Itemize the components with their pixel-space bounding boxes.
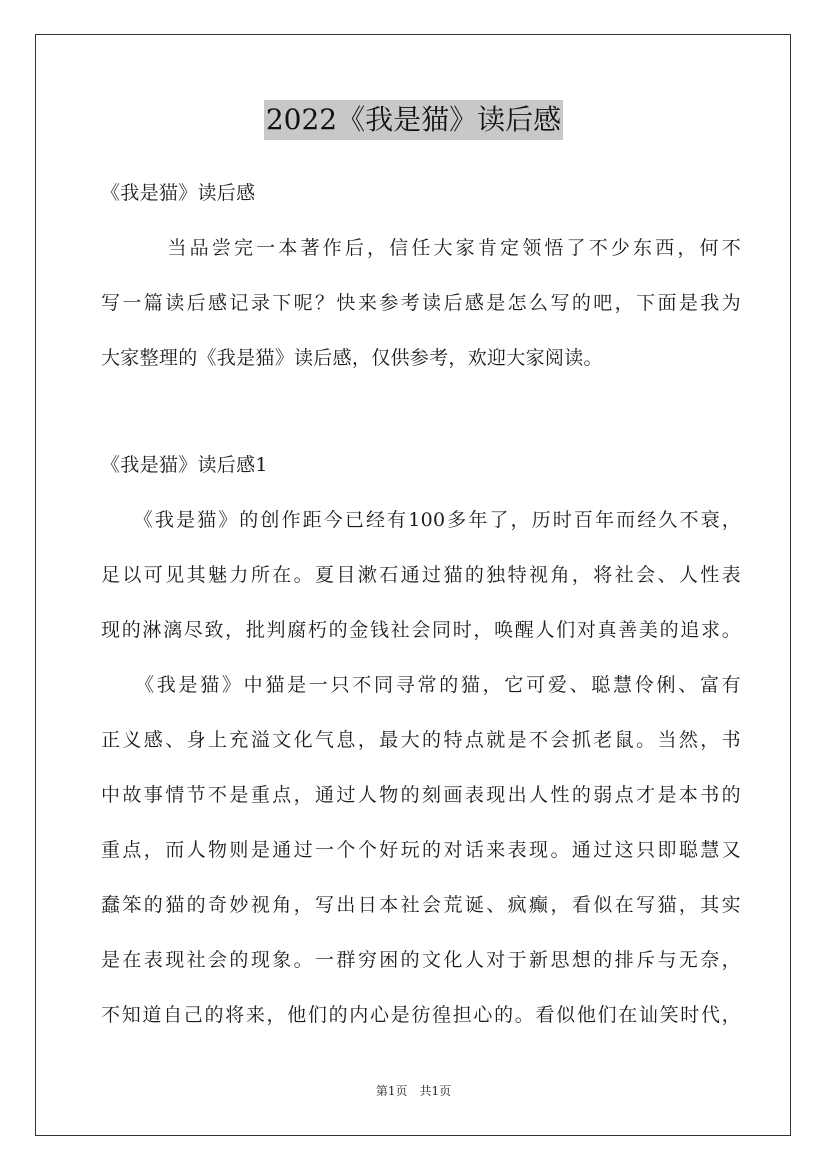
section-heading: 《我是猫》读后感1: [101, 454, 268, 476]
title-container: [0, 100, 827, 140]
paragraph-line: 重点，而人物则是通过一个个好玩的对话来表现。通过这只即聪慧又: [101, 839, 741, 861]
paragraph-line: 足以可见其魅力所在。夏目漱石通过猫的独特视角，将社会、人性表: [101, 564, 741, 586]
paragraph-line: 写一篇读后感记录下呢？快来参考读后感是怎么写的吧，下面是我为: [101, 292, 741, 314]
paragraph-line: 《我是猫》中猫是一只不同寻常的猫，它可爱、聪慧伶俐、富有: [101, 674, 741, 696]
paragraph-line: 不知道自己的将来，他们的内心是彷徨担心的。看似他们在讪笑时代，: [101, 1004, 741, 1026]
paragraph-line: 大家整理的《我是猫》读后感，仅供参考，欢迎大家阅读。: [101, 347, 603, 369]
document-title: 2022《我是猫》读后感: [264, 100, 563, 140]
paragraph-line: 《我是猫》的创作距今已经有100多年了，历时百年而经久不衰，: [101, 509, 741, 531]
paragraph-line: 蠢笨的猫的奇妙视角，写出日本社会荒诞、疯癫，看似在写猫，其实: [101, 894, 741, 916]
page-footer: 第1页 共1页: [375, 1084, 452, 1098]
subtitle-line: 《我是猫》读后感: [101, 182, 256, 204]
paragraph-line: 当品尝完一本著作后，信任大家肯定领悟了不少东西，何不: [101, 237, 741, 259]
paragraph-line: 正义感、身上充溢文化气息，最大的特点就是不会抓老鼠。当然，书: [101, 729, 741, 751]
paragraph-line: 现的淋漓尽致，批判腐朽的金钱社会同时，唤醒人们对真善美的追求。: [101, 619, 741, 641]
paragraph-line: 中故事情节不是重点，通过人物的刻画表现出人性的弱点才是本书的: [101, 784, 741, 806]
paragraph-line: 是在表现社会的现象。一群穷困的文化人对于新思想的排斥与无奈，: [101, 949, 741, 971]
